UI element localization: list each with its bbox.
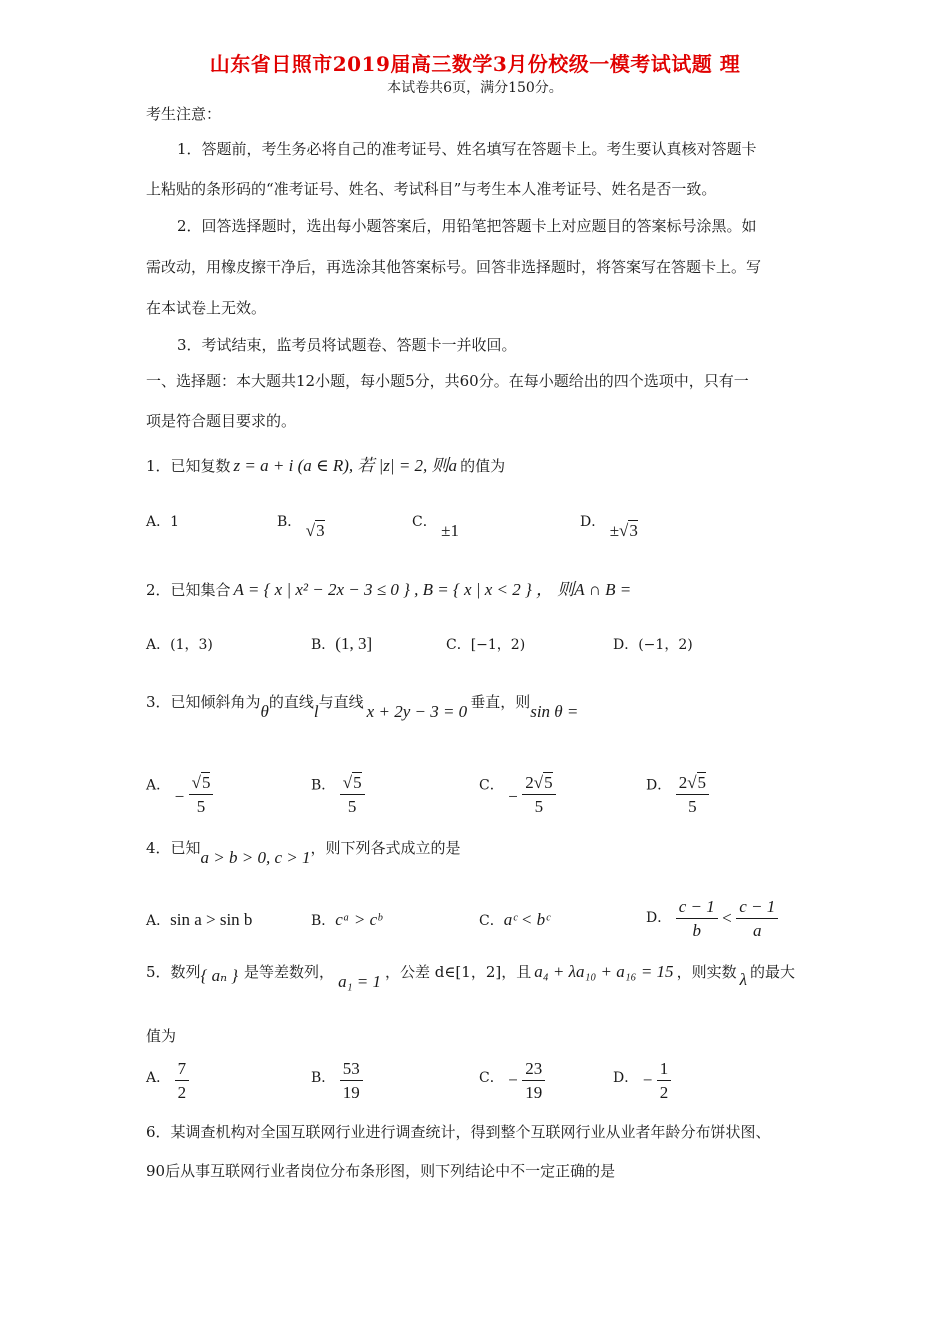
q5-option-c-den: 19 [525,1083,543,1102]
q2-option-c: C．[−1，2) [446,637,526,653]
q4-option-d-den-1: b [692,921,701,940]
page-subtitle: 本试卷共6页，满分150分。 [387,80,563,96]
q1-option-b: B． √3 [277,514,325,540]
section-heading-line-2: 项是符合题目要求的。 [146,412,297,430]
notice-item-2-line-2: 需改动，用橡皮擦干净后，再选涂其他答案标号。回答非选择题时，将答案写在答题卡上。写 [146,258,762,276]
notice-item-1-line-1: 1．答题前，考生务必将自己的准考证号、姓名填写在答题卡上。考生要认真核对答题卡 [177,140,757,158]
q3-l: l [313,702,319,721]
q4-option-d-den-2: a [752,921,762,940]
q3-mid-3: 垂直，则 [470,693,531,711]
q1-option-a-label: A． [146,514,171,530]
question-1 [146,451,505,476]
q4-option-d-label: D． [646,909,672,926]
q4-option-c-label: C． [479,913,504,929]
q3-option-d: D． $\frac{2√5}{5}$ [646,762,709,809]
q1-option-c-value: ±1 [441,521,460,540]
q2-prefix: 2．已知集合 [146,581,231,599]
q1-option-d-label: D． [580,514,606,530]
notice-item-3: 3．考试结束，监考员将试题卷、答题卡一并收回。 [177,336,517,354]
q3-option-a-label: A． [146,777,171,794]
q3-mid-1: 的直线 [268,693,314,711]
q5-lambda: λ [739,970,747,989]
q1-option-b-label: B． [277,514,302,530]
q5-option-d-num: 1 [657,1058,672,1081]
q5-option-b-label: B． [311,1069,336,1086]
q4-option-b-value: cᵃ > cᵇ [335,910,382,929]
q1-option-c [412,511,460,540]
q5-option-d [613,1058,671,1105]
q4-option-a [146,910,252,930]
q3-prefix: 3．已知倾斜角为 [146,693,261,711]
q3-option-c-den: 5 [534,797,544,816]
q1-option-b-radicand: 3 [316,521,325,540]
q5-option-b-den: 19 [342,1083,360,1102]
q1-option-a-value: 1 [170,514,180,530]
q1-option-d-radicand: 3 [629,521,638,540]
question-3 [146,691,579,721]
q5-option-b [311,1058,363,1105]
q5-option-a-num: 7 [175,1058,190,1081]
q4-option-c-value: aᶜ < bᶜ [503,910,550,929]
q5-option-a-label: A． [146,1069,171,1086]
q4-option-b [311,910,382,930]
q5-option-c [479,1058,545,1105]
q5-option-a [146,1058,189,1105]
q2-option-a: A．(1，3) [146,637,213,653]
q3-option-d-label: D． [646,777,672,794]
section-heading-line-1: 一、选择题：本大题共12小题，每小题5分，共60分。在每小题给出的四个选项中，只有一 [146,372,749,390]
q5-equation: a₄ + λa₁₀ + a₁₆ = 15 [534,962,674,981]
q5-a1: a₁ = 1 [338,972,381,991]
q2-option-d: D．(−1，2) [613,637,693,653]
q2-option-b-label: B． [311,637,336,653]
q5-sequence: { aₙ } [200,966,239,985]
q4-option-d-num-1: c − 1 [676,896,718,919]
q5-prefix: 5．数列 [146,963,201,981]
q3-option-c-sign: − [508,786,518,806]
q5-option-d-sign: − [642,1070,653,1090]
q3-option-b-label: B． [311,777,336,794]
q3-option-c-label: C． [479,777,504,794]
notice-heading: 考生注意： [146,105,222,123]
q3-option-d-den: 5 [688,797,697,816]
q3-option-b: B． $\frac{√5}{5}$ [311,762,365,809]
q3-option-a-den: 5 [196,797,206,816]
q4-option-a-label: A． [146,913,171,929]
q4-option-d-num-2: c − 1 [736,896,778,919]
q3-option-b-den: 5 [347,797,357,816]
q3-option-c-coef: 2 [525,773,534,792]
q5-mid-1: 是等差数列， [244,963,335,981]
q4-option-a-value: sin a > sin b [170,910,253,929]
q4-prefix: 4．已知 [146,839,201,857]
q2-option-b [311,634,372,654]
q5-option-a-den: 2 [177,1083,187,1102]
q2-option-b-value: (1, 3] [335,634,373,653]
q1-formula: z = a + i (a ∈ R), 若 |z| = 2, 则a [233,456,458,475]
q3-option-a-num: 5 [201,773,211,792]
q5-option-c-label: C． [479,1069,504,1086]
q1-option-c-label: C． [412,514,437,530]
q5-line-2: 值为 [146,1027,177,1045]
q3-option-d-coef: 2 [678,773,688,792]
q4-option-b-label: B． [311,913,336,929]
q1-option-a [146,511,179,531]
q3-option-d-num: 5 [697,773,707,792]
question-5 [146,961,795,991]
q3-theta: θ [260,702,269,721]
q4-suffix: ，则下列各式成立的是 [310,839,461,857]
q3-option-c-num: 5 [544,773,553,792]
q5-option-b-num: 53 [340,1058,363,1081]
notice-item-1-line-2: 上粘贴的条形码的“准考证号、姓名、考试科目”与考生本人准考证号、姓名是否一致。 [146,180,717,198]
q2-formula: A = { x | x² − 2x − 3 ≤ 0 } , B = { x | x < 2 } ， 则A ∩ B = [233,580,632,599]
question-2 [146,575,631,600]
q5-option-c-sign: − [508,1070,518,1090]
q4-option-d-lt: < [722,908,732,928]
question-6-line-2: 90后从事互联网行业者岗位分布条形图，则下列结论中不一定正确的是 [146,1162,616,1180]
q3-ask: sin θ = [530,702,579,721]
notice-item-2-line-1: 2．回答选择题时，选出每小题答案后，用铅笔把答题卡上对应题目的答案标号涂黑。如 [177,217,757,235]
q4-option-d [646,896,778,943]
q1-option-d: D． ±√3 [580,514,638,540]
page-title: 山东省日照市2019届高三数学3月份校级一模考试试题 理 [209,52,741,76]
q5-option-d-den: 2 [659,1083,669,1102]
question-6-line-1: 6．某调查机构对全国互联网行业进行调查统计，得到整个互联网行业从业者年龄分布饼状图、 [146,1123,771,1141]
question-4 [146,837,461,867]
q1-option-d-sign: ± [609,521,620,540]
q3-option-a-sign: − [174,786,185,806]
q3-line-equation: x + 2y − 3 = 0 [366,702,468,721]
q4-condition: a > b > 0, c > 1 [200,848,311,867]
q4-option-c [479,910,550,930]
q3-option-b-num: 5 [353,773,362,792]
q5-option-d-label: D． [613,1069,639,1086]
q5-suffix: 的最大 [749,963,795,981]
q1-suffix: 的值为 [460,457,506,475]
notice-item-2-line-3: 在本试卷上无效。 [146,299,267,317]
q3-mid-2: 与直线 [318,693,364,711]
q3-option-c: C． − $\frac{2√5}{5}$ [479,762,556,809]
q3-option-a: A． − $\frac{√5}{5}$ [146,762,213,809]
q1-prefix: 1．已知复数 [146,457,231,475]
q5-option-c-num: 23 [522,1058,545,1081]
q5-mid-3: ，则实数 [676,963,737,981]
q5-mid-2: ，公差 d∈[1，2]，且 [384,963,532,981]
